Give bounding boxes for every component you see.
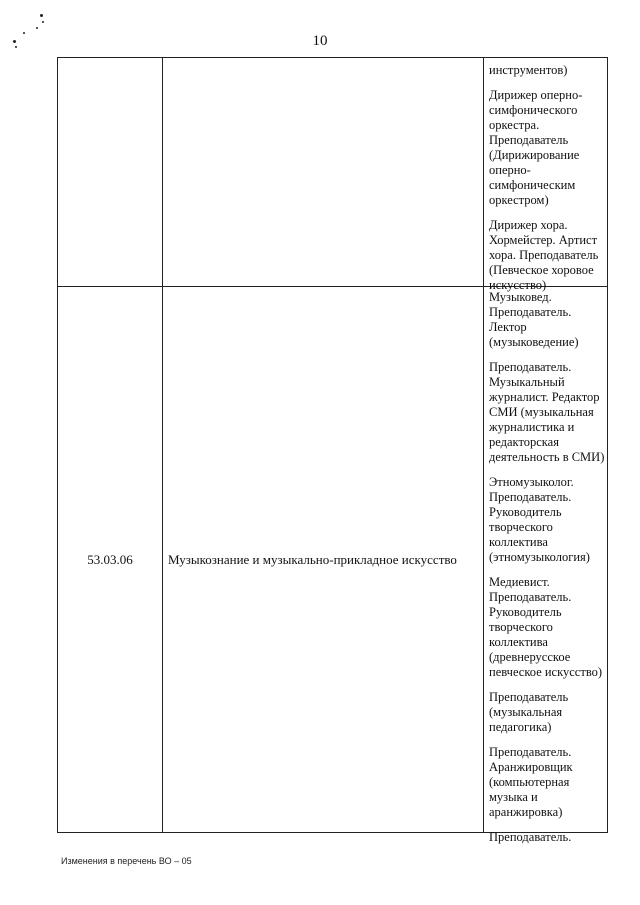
table-row: [57, 57, 608, 292]
specialty-name: Музыкознание и музыкально-прикладное искусство: [168, 552, 457, 567]
table-row: [57, 286, 608, 844]
qualification-item: Преподаватель. Музыкальный журналист. Редактор СМИ (музыкальная журналистика и редакторская деятельность в СМИ): [489, 360, 605, 464]
qualification-item: Музыковед. Преподаватель. Лектор (музыковедение): [489, 290, 579, 349]
qualification-item: Преподаватель. Аранжировщик (компьютерная музыка и аранжировка): [489, 745, 573, 819]
column-divider: [162, 58, 163, 286]
qualification-list: [489, 290, 607, 855]
qualification-item: Этномузыколог. Преподаватель. Руководитель творческого коллектива (этномузыкология): [489, 475, 590, 564]
qualification-item: Медиевист. Преподаватель. Руководитель творческого коллектива (древнерусское певческое искусство): [489, 575, 603, 679]
qualification-item: Дирижер оперно-симфонического оркестра. Преподаватель (Дирижирование оперно-симфоническим оркестром): [489, 88, 583, 207]
page-number: 10: [312, 33, 328, 49]
column-divider: [162, 286, 163, 832]
scan-speck: [42, 21, 44, 23]
footer-note: Изменения в перечень ВО – 05: [61, 856, 192, 866]
specialty-code: 53.03.06: [87, 552, 133, 567]
qualification-item: Преподаватель (музыкальная педагогика): [489, 690, 569, 734]
qualification-item: Преподаватель.: [489, 830, 572, 844]
qualification-item: Дирижер хора. Хормейстер. Артист хора. Преподаватель (Певческое хоровое искусство): [489, 218, 599, 292]
column-divider: [483, 286, 484, 832]
scan-speck: [36, 27, 38, 29]
scan-speck: [40, 14, 43, 17]
column-divider: [483, 58, 484, 286]
qualification-list: [489, 63, 607, 303]
qualification-item: инструментов): [489, 63, 568, 77]
